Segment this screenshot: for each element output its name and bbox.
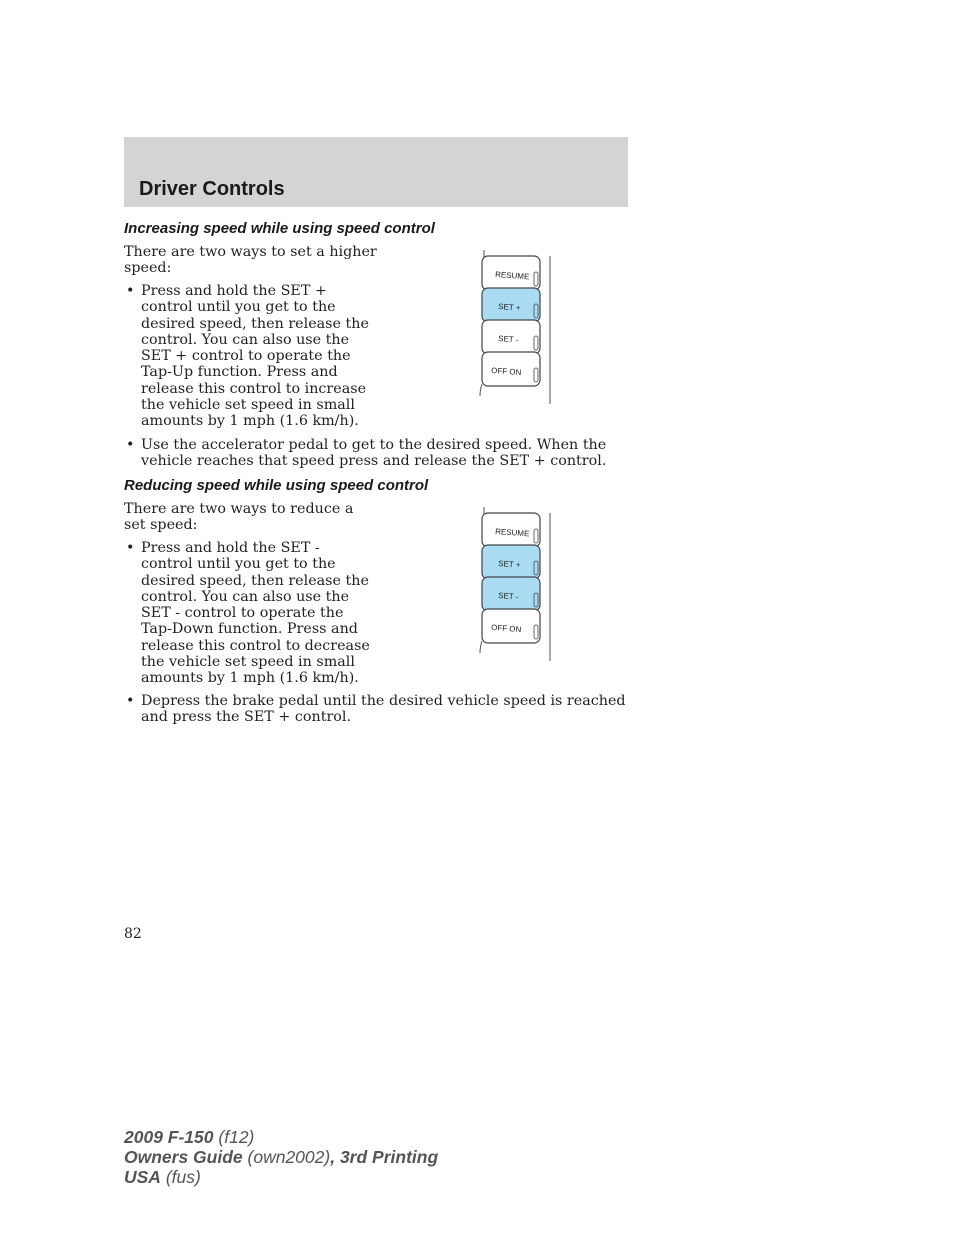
section-heading-increasing: Increasing speed while using speed control (124, 220, 435, 237)
list-item: • Depress the brake pedal until the desired vehicle speed is reached and press the SET + control. (126, 693, 626, 726)
set-plus-button-label: SET + (497, 302, 521, 313)
header-band (124, 137, 628, 207)
resume-button-label: RESUME (494, 527, 530, 539)
page-title: Driver Controls (139, 178, 285, 200)
list-item: • Press and hold the SET + control until you get to the desired speed, then release the control. You can also use the SET + control to operate the Tap-Up function. Press and release this control to increase the vehicle set speed in small amounts by 1 mph (1.6 km/h). (126, 283, 369, 430)
off-on-button-label: OFF ON (490, 366, 522, 378)
bullet-list-increasing-1 (124, 283, 382, 430)
section-intro-increasing: There are two ways to set a higher speed: (124, 244, 377, 277)
speed-control-switch-illustration-increasing (476, 248, 556, 408)
footer-imprint (124, 1127, 438, 1187)
bullet-icon: • (126, 283, 135, 299)
set-minus-button-label: SET - (497, 334, 519, 345)
list-item: • Use the accelerator pedal to get to the desired speed. When the vehicle reaches that speed press and release the SET + control. (126, 437, 607, 470)
speed-control-switch-illustration-reducing (476, 505, 556, 665)
resume-button-label: RESUME (494, 270, 530, 282)
off-on-button-label: OFF ON (490, 623, 522, 635)
bullet-list-increasing-2 (124, 437, 634, 470)
footer-line-guide: Owners Guide (own2002), 3rd Printing (124, 1147, 439, 1167)
bullet-list-reducing-2 (124, 693, 634, 726)
list-item: • Press and hold the SET - control until you get to the desired speed, then release the control. You can also use the SET - control to operate the Tap-Down function. Press and release this control to decrease the vehicle set speed in small amounts by 1 mph (1.6 km/h). (126, 540, 370, 687)
section-intro-reducing: There are two ways to reduce a set speed: (124, 501, 354, 534)
footer-line-region: USA (fus) (124, 1167, 201, 1187)
footer-line-model: 2009 F-150 (f12) (124, 1127, 255, 1147)
set-minus-button-label: SET - (497, 591, 519, 602)
set-plus-button-label: SET + (497, 559, 521, 570)
bullet-list-reducing-1 (124, 540, 374, 687)
bullet-icon: • (126, 437, 135, 453)
section-heading-reducing: Reducing speed while using speed control (124, 477, 429, 494)
bullet-icon: • (126, 693, 135, 709)
bullet-icon: • (126, 540, 135, 556)
page-number: 82 (124, 926, 142, 942)
